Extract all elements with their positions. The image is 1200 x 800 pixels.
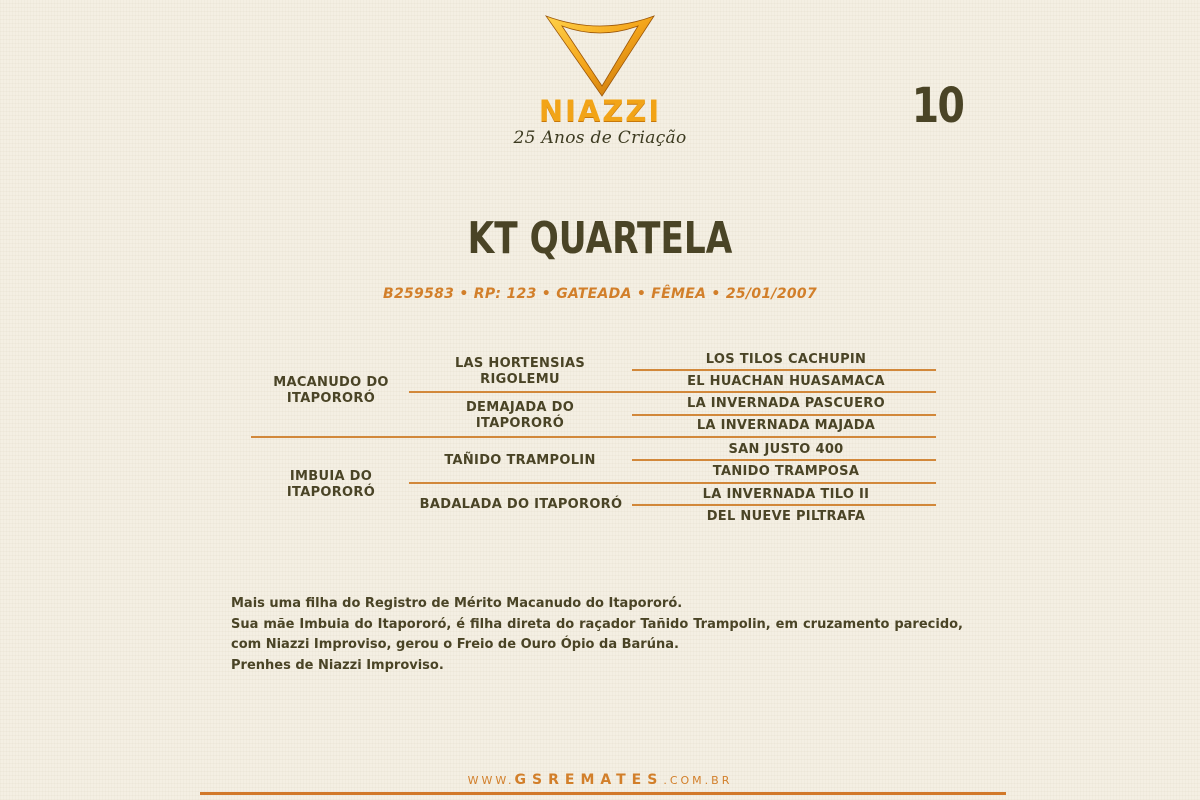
description-line: Prenhes de Niazzi Improviso. bbox=[231, 657, 444, 673]
divider-line bbox=[632, 459, 936, 461]
description-line: Sua mãe Imbuia do Itapororó, é filha direta do raçador Tañido Trampolin, em cruzamento parecido, com Niazzi Improviso, gerou o Freio de Ouro Ópio da Barúna. bbox=[231, 616, 963, 652]
pedigree-sire: MACANUDO DO ITAPORORÓ bbox=[273, 375, 389, 406]
url-prefix: WWW. bbox=[467, 774, 515, 787]
pedigree-ggp-5: SAN JUSTO 400 bbox=[728, 442, 844, 457]
divider-line bbox=[632, 414, 936, 416]
pedigree-ggp-1: LOS TILOS CACHUPIN bbox=[705, 352, 867, 367]
pedigree-paternal-granddam: DEMAJADA DO ITAPORORÓ bbox=[465, 400, 575, 431]
pedigree-paternal-grandsire: LAS HORTENSIAS RIGOLEMU bbox=[454, 356, 586, 387]
pedigree-ggp-4: LA INVERNADA MAJADA bbox=[696, 418, 876, 433]
pedigree-ggp-2: EL HUACHAN HUASAMACA bbox=[687, 374, 885, 389]
animal-name: KT QUARTELA bbox=[467, 213, 733, 264]
niazzi-triangle-logo-icon bbox=[542, 14, 658, 98]
brand-name: NIAZZI bbox=[538, 94, 662, 128]
footer-website-link[interactable] bbox=[300, 772, 900, 788]
pedigree-dam: IMBUIA DO ITAPORORÓ bbox=[286, 469, 376, 500]
url-main: GSREMATES bbox=[514, 772, 664, 788]
lot-number: 10 bbox=[911, 78, 964, 134]
pedigree-ggp-3: LA INVERNADA PASCUERO bbox=[687, 396, 885, 411]
url-suffix: .COM.BR bbox=[663, 774, 733, 787]
divider-line bbox=[251, 436, 936, 438]
divider-line bbox=[632, 504, 936, 506]
pedigree-maternal-granddam: BADALADA DO ITAPORORÓ bbox=[419, 497, 623, 512]
footer-divider bbox=[200, 792, 1006, 795]
description bbox=[231, 594, 963, 676]
brand-tagline: 25 Anos de Criação bbox=[513, 128, 687, 148]
pedigree-ggp-8: DEL NUEVE PILTRAFA bbox=[706, 509, 866, 524]
pedigree-maternal-grandsire: TAÑIDO TRAMPOLIN bbox=[444, 453, 596, 468]
animal-info: B259583 • RP: 123 • GATEADA • FÊMEA • 25/01/2007 bbox=[382, 286, 818, 302]
pedigree-ggp-6: TANIDO TRAMPOSA bbox=[712, 464, 860, 479]
divider-line bbox=[632, 369, 936, 371]
description-line: Mais uma filha do Registro de Mérito Macanudo do Itapororó. bbox=[231, 596, 683, 611]
pedigree-ggp-7: LA INVERNADA TILO II bbox=[702, 487, 870, 502]
divider-line bbox=[409, 482, 936, 484]
divider-line bbox=[409, 391, 936, 393]
